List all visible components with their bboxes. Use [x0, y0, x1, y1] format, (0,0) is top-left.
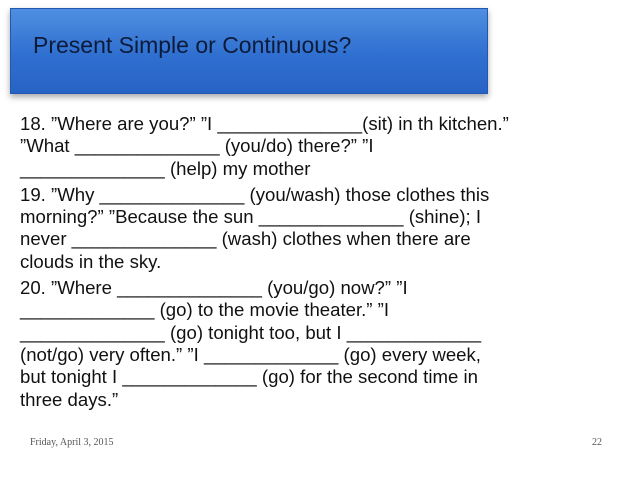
exercise-line: ______________ (go) tonight too, but I _____________	[20, 321, 482, 343]
exercise-line: 18. ”Where are you?” ”I ______________(sit) in th kitchen.”	[20, 113, 509, 134]
slide-title: Present Simple or Continuous?	[33, 32, 352, 58]
exercise-line: _____________ (go) to the movie theater.” ”I	[20, 299, 390, 321]
exercise-item-18	[20, 113, 625, 180]
exercise-line: clouds in the sky.	[20, 250, 162, 272]
page-number: 22	[592, 437, 602, 448]
exercise-line: ”What ______________ (you/do) there?” ”I	[20, 135, 374, 157]
exercise-line: never ______________ (wash) clothes when there are	[20, 228, 471, 250]
exercise-line: ______________ (help) my mother	[20, 157, 311, 179]
exercise-line: three days.”	[20, 388, 119, 410]
exercise-line: 20. ”Where ______________ (you/go) now?” ”I	[20, 277, 408, 299]
exercise-line: but tonight I _____________ (go) for the second time in	[20, 366, 478, 388]
exercise-item-20	[20, 277, 625, 411]
footer-date: Friday, April 3, 2015	[30, 437, 114, 448]
exercise-line: 19. ”Why ______________ (you/wash) those clothes this	[20, 183, 490, 205]
exercise-line: (not/go) very often.” ”I _____________ (go) every week,	[20, 343, 481, 365]
exercise-item-19	[20, 184, 625, 273]
title-bar	[10, 8, 488, 94]
exercise-line: morning?” ”Because the sun ______________ (shine); I	[20, 206, 482, 228]
exercise-body	[20, 113, 625, 415]
